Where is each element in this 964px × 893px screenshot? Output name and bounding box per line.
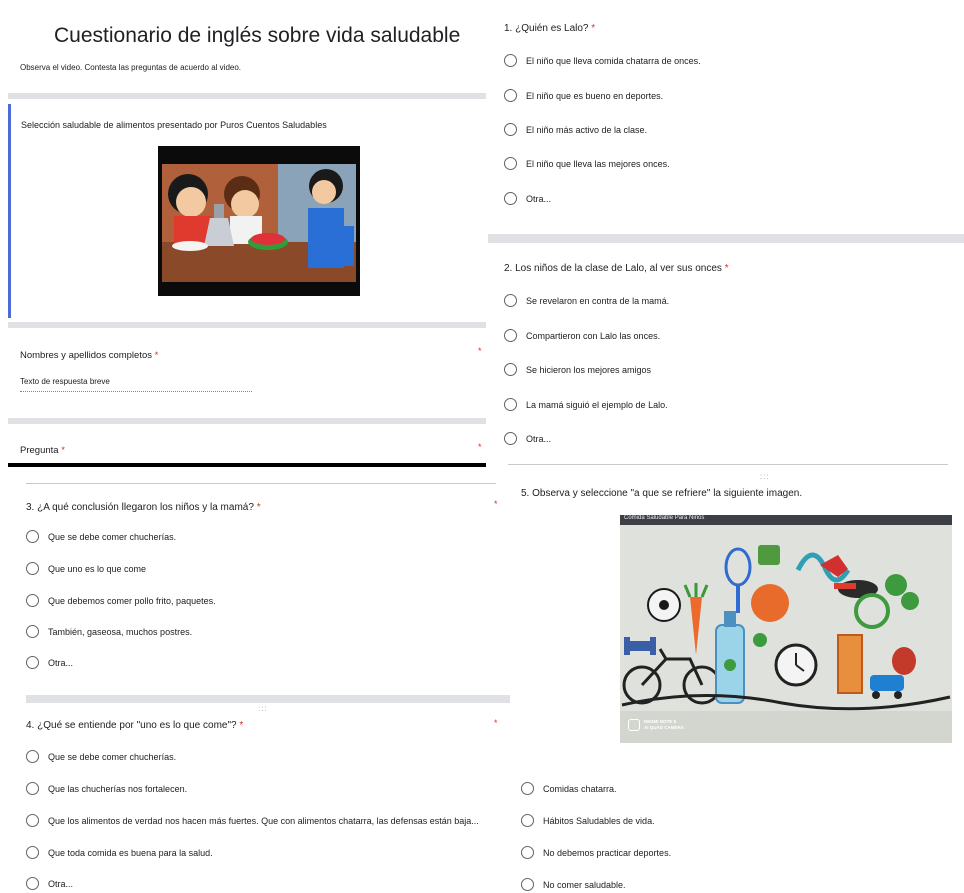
q2-option[interactable] (504, 294, 669, 307)
required-asterisk: * (154, 350, 159, 361)
q3-option-label: Que uno es lo que come (48, 563, 147, 574)
radio-button[interactable] (521, 846, 534, 859)
radio-button[interactable] (504, 89, 517, 102)
radio-button[interactable] (521, 782, 534, 795)
section-divider (8, 418, 486, 424)
q4-option-label: Que se debe comer chucherías. (48, 751, 177, 762)
name-answer-placeholder: Texto de respuesta breve (20, 377, 110, 386)
radio-button[interactable] (504, 157, 517, 170)
q4-option-label: Que toda comida es buena para la salud. (48, 847, 213, 858)
q4-option[interactable] (26, 782, 187, 795)
question-3 (10, 490, 510, 690)
q1-option-label: El niño que es bueno en deportes. (526, 90, 664, 101)
required-asterisk: * (724, 263, 729, 274)
radio-button[interactable] (504, 123, 517, 136)
q5-option[interactable] (521, 782, 617, 795)
q3-option[interactable] (26, 625, 192, 638)
q5-option-label: No debemos practicar deportes. (543, 847, 672, 858)
form-title: Cuestionario de inglés sobre vida saludable (54, 24, 461, 47)
q1-option-label: El niño que lleva comida chatarra de onces. (526, 55, 701, 66)
section-divider (26, 695, 510, 703)
q1-option[interactable] (504, 54, 701, 67)
question-1 (488, 0, 964, 232)
pregunta-item (8, 428, 486, 466)
q3-option-label: También, gaseosa, muchos postres. (48, 626, 193, 637)
radio-button[interactable] (26, 814, 39, 827)
q4-option[interactable] (26, 877, 73, 890)
q2-option[interactable] (504, 398, 668, 411)
question-3-title: 3. ¿A qué conclusión llegaron los niños y la mamá? (26, 502, 254, 513)
question-4-title: 4. ¿Qué se entiende por "uno es lo que come"? (26, 720, 237, 731)
drag-handle-icon[interactable]: ::: (258, 704, 268, 713)
cartoon-kids-illustration (158, 146, 360, 296)
form-header (8, 0, 486, 92)
radio-button[interactable] (504, 54, 517, 67)
required-asterisk: * (239, 720, 244, 731)
q1-option-label: El niño que lleva las mejores onces. (526, 158, 670, 169)
question-5-title: 5. Observa y seleccione "a que se refriere" la siguiente imagen. (521, 488, 803, 499)
required-asterisk: * (494, 718, 498, 728)
q5-option-label: Comidas chatarra. (543, 783, 617, 794)
q3-option[interactable] (26, 530, 176, 543)
radio-button[interactable] (26, 846, 39, 859)
question-5 (512, 478, 964, 893)
video-thumbnail[interactable] (158, 146, 360, 296)
question-4 (10, 712, 510, 893)
question-2-title: 2. Los niños de la clase de Lalo, al ver sus onces (504, 263, 722, 274)
pregunta-label: Pregunta (20, 445, 59, 456)
q3-option[interactable] (26, 562, 146, 575)
q5-option[interactable] (521, 878, 626, 891)
question-2 (488, 245, 964, 455)
q4-option[interactable] (26, 750, 176, 763)
radio-button[interactable] (504, 329, 517, 342)
section-separator (508, 464, 948, 465)
section-divider (488, 234, 964, 243)
radio-button[interactable] (26, 750, 39, 763)
radio-button[interactable] (26, 625, 39, 638)
q5-option-label: No comer saludable. (543, 879, 626, 890)
drag-handle-icon[interactable]: ::: (760, 472, 770, 481)
q3-option-label: Otra... (48, 657, 74, 668)
video-item (8, 104, 486, 318)
radio-button[interactable] (504, 294, 517, 307)
radio-button[interactable] (26, 877, 39, 890)
radio-button[interactable] (26, 656, 39, 669)
required-asterisk: * (478, 346, 482, 356)
q5-option[interactable] (521, 846, 671, 859)
question-1-title: 1. ¿Quién es Lalo? (504, 23, 589, 34)
name-question (8, 330, 486, 414)
radio-button[interactable] (504, 398, 517, 411)
q3-option[interactable] (26, 594, 216, 607)
q2-option-label: La mamá siguió el ejemplo de Lalo. (526, 399, 668, 410)
required-asterisk: * (591, 23, 596, 34)
required-asterisk: * (256, 502, 261, 513)
q2-option-label: Otra... (526, 433, 552, 444)
q3-option-label: Que se debe comer chucherías. (48, 531, 177, 542)
section-divider (8, 93, 486, 99)
watermark-line-1: REDMI NOTE 8 (644, 719, 677, 724)
q2-option-label: Compartieron con Lalo las onces. (526, 330, 661, 341)
q2-option[interactable] (504, 329, 660, 342)
q1-option-label: Otra... (526, 193, 552, 204)
q1-option[interactable] (504, 123, 647, 136)
black-divider (8, 463, 486, 467)
q4-option-label: Otra... (48, 878, 74, 889)
required-asterisk: * (61, 445, 65, 456)
q2-option[interactable] (504, 363, 651, 376)
required-asterisk: * (478, 442, 482, 452)
radio-button[interactable] (26, 562, 39, 575)
camera-watermark (628, 719, 684, 731)
video-title: Selección saludable de alimentos presentado por Puros Cuentos Saludables (21, 120, 327, 130)
healthy-habits-illustration (620, 515, 952, 743)
name-answer-field[interactable] (20, 377, 252, 392)
q4-option[interactable] (26, 846, 213, 859)
name-question-label: Nombres y apellidos completos (20, 350, 153, 361)
q1-option[interactable] (504, 89, 663, 102)
q1-option-label: El niño más activo de la clase. (526, 124, 648, 135)
q3-option[interactable] (26, 656, 73, 669)
radio-button[interactable] (521, 814, 534, 827)
camera-icon (628, 719, 640, 731)
q4-option-label: Que las chucherías nos fortalecen. (48, 783, 188, 794)
radio-button[interactable] (504, 432, 517, 445)
radio-button[interactable] (26, 594, 39, 607)
q5-option-label: Hábitos Saludables de vida. (543, 815, 655, 826)
radio-button[interactable] (26, 530, 39, 543)
q4-option-label: Que los alimentos de verdad nos hacen más fuertes. Que con alimentos chatarra, las defensas están baja... (48, 815, 479, 826)
q5-option[interactable] (521, 814, 655, 827)
q1-option[interactable] (504, 157, 670, 170)
q1-option[interactable] (504, 192, 551, 205)
radio-button[interactable] (504, 363, 517, 376)
q3-option-label: Que debemos comer pollo frito, paquetes. (48, 595, 216, 606)
form-description: Observa el video. Contesta las preguntas de acuerdo al video. (20, 63, 242, 72)
radio-button[interactable] (504, 192, 517, 205)
section-separator (26, 483, 496, 484)
question-5-image (620, 515, 952, 743)
q2-option-label: Se revelaron en contra de la mamá. (526, 295, 670, 306)
q4-option[interactable] (26, 814, 479, 827)
image-caption: Comida Saludable Para Niños (624, 515, 705, 521)
q2-option-label: Se hicieron los mejores amigos (526, 364, 652, 375)
section-divider (8, 322, 486, 328)
required-asterisk: * (494, 499, 498, 509)
radio-button[interactable] (26, 782, 39, 795)
radio-button[interactable] (521, 878, 534, 891)
q2-option[interactable] (504, 432, 551, 445)
watermark-line-2: AI QUAD CAMERA (644, 725, 684, 730)
